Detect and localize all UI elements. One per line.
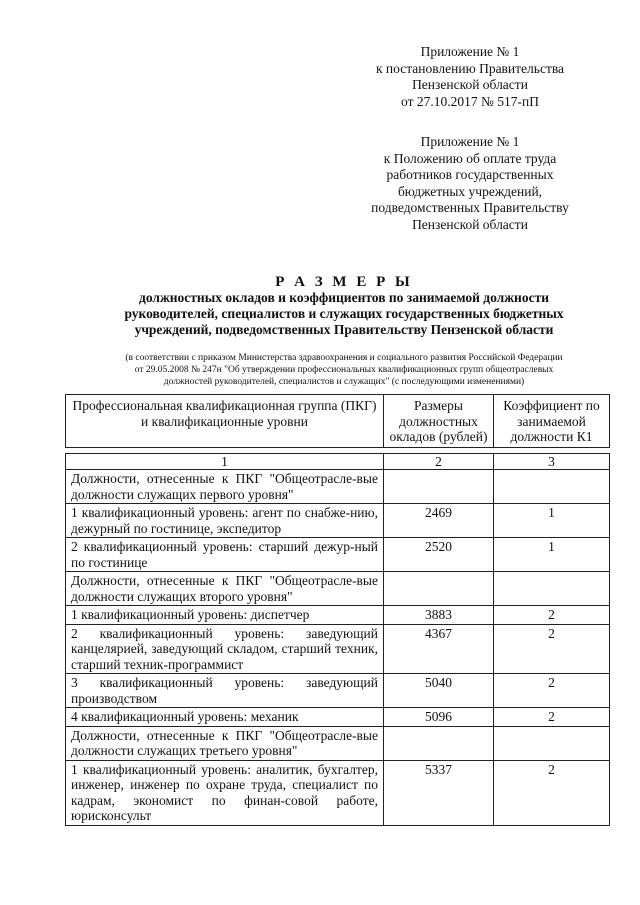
- note-line: от 29.05.2008 № 247н "Об утверждении профессиональных квалификационных групп общеотраслевых: [134, 365, 554, 375]
- coefficient-cell: [494, 572, 610, 606]
- subtitle-line: учреждений, подведомственных Правительству Пензенской области: [134, 322, 554, 337]
- table-row: [66, 538, 610, 572]
- salary-cell: 4367: [384, 624, 494, 674]
- table-row: [66, 624, 610, 674]
- header-salary: Размеры должностных окладов (рублей): [384, 395, 494, 448]
- column-number: 3: [494, 453, 610, 470]
- position-cell: 2 квалификационный уровень: старший дежур-ный по гостинице: [66, 538, 384, 572]
- position-cell: 3 квалификационный уровень: заведующий производством: [66, 674, 384, 708]
- column-number: 1: [66, 453, 384, 470]
- position-cell: Должности, отнесенные к ПКГ "Общеотрасле-вые должности служащих второго уровня": [66, 572, 384, 606]
- position-cell: 1 квалификационный уровень: аналитик, бухгалтер, инженер, инженер по охране труда, специалист по кадрам, экономист по финан-совой работе, юрисконсульт: [66, 760, 384, 825]
- appendix-line: подведомственных Правительству: [371, 200, 569, 215]
- appendix-to-resolution: [340, 44, 600, 110]
- table-row: [66, 606, 610, 625]
- table-row: [66, 504, 610, 538]
- table-row: [66, 760, 610, 825]
- table-row: [66, 674, 610, 708]
- legal-basis-note: [70, 352, 618, 388]
- table-header-row: [66, 395, 610, 448]
- appendix-line: работников государственных: [386, 167, 554, 182]
- column-number-row: [66, 453, 610, 470]
- position-cell: 4 квалификационный уровень: механик: [66, 708, 384, 727]
- position-cell: Должности, отнесенные к ПКГ "Общеотрасле-вые должности служащих третьего уровня": [66, 726, 384, 760]
- coefficient-cell: 1: [494, 504, 610, 538]
- appendix-line: бюджетных учреждений,: [397, 183, 543, 199]
- subtitle-line: должностных окладов и коэффициентов по занимаемой должности: [139, 290, 549, 305]
- appendix-line: к постановлению Правительства: [375, 60, 565, 76]
- appendix-line: Приложение № 1: [420, 44, 520, 59]
- table-row-group-heading: [66, 726, 610, 760]
- position-cell: 1 квалификационный уровень: диспетчер: [66, 606, 384, 625]
- salary-cell: [384, 572, 494, 606]
- coefficient-cell: 2: [494, 674, 610, 708]
- coefficient-cell: 2: [494, 708, 610, 727]
- salary-cell: 5096: [384, 708, 494, 727]
- column-number: 2: [384, 453, 494, 470]
- coefficient-cell: [494, 726, 610, 760]
- document-subtitle: [70, 290, 618, 338]
- header-group: Профессиональная квалификационная группа (ПКГ) и квалификационные уровни: [66, 395, 384, 448]
- appendix-line: к Положению об оплате труда: [383, 150, 557, 166]
- salary-table-container: [65, 394, 609, 826]
- salary-cell: 3883: [384, 606, 494, 625]
- subtitle-line: руководителей, специалистов и служащих государственных бюджетных: [124, 306, 564, 321]
- salary-cell: 2520: [384, 538, 494, 572]
- header-coefficient: Коэффициент по занимаемой должности К1: [494, 395, 610, 448]
- position-cell: 2 квалификационный уровень: заведующий канцелярией, заведующий складом, старший техник, старший техник-программист: [66, 624, 384, 674]
- coefficient-cell: 1: [494, 538, 610, 572]
- salary-cell: 5337: [384, 760, 494, 825]
- appendix-line: от 27.10.2017 № 517-пП: [401, 93, 539, 109]
- position-cell: Должности, отнесенные к ПКГ "Общеотрасле-вые должности служащих первого уровня": [66, 470, 384, 504]
- document-title: Р А З М Е Р Ы: [275, 274, 413, 290]
- coefficient-cell: 2: [494, 760, 610, 825]
- salary-table: [65, 394, 610, 826]
- salary-cell: [384, 726, 494, 760]
- appendix-line: Пензенской области: [412, 216, 528, 232]
- salary-cell: [384, 470, 494, 504]
- appendix-line: Приложение № 1: [420, 134, 520, 149]
- table-row-group-heading: [66, 470, 610, 504]
- position-cell: 1 квалификационный уровень: агент по снабже-нию, дежурный по гостинице, экспедитор: [66, 504, 384, 538]
- appendix-to-regulation: [340, 134, 600, 233]
- coefficient-cell: 2: [494, 624, 610, 674]
- table-row-group-heading: [66, 572, 610, 606]
- table-row: [66, 708, 610, 727]
- note-line: должностей руководителей, специалистов и служащих" (с последующими изменениями): [163, 377, 525, 387]
- salary-cell: 5040: [384, 674, 494, 708]
- salary-cell: 2469: [384, 504, 494, 538]
- coefficient-cell: 2: [494, 606, 610, 625]
- appendix-line: Пензенской области: [412, 77, 528, 92]
- note-line: (в соответствии с приказом Министерства здравоохранения и социального развития Российской Федерации: [125, 353, 563, 363]
- coefficient-cell: [494, 470, 610, 504]
